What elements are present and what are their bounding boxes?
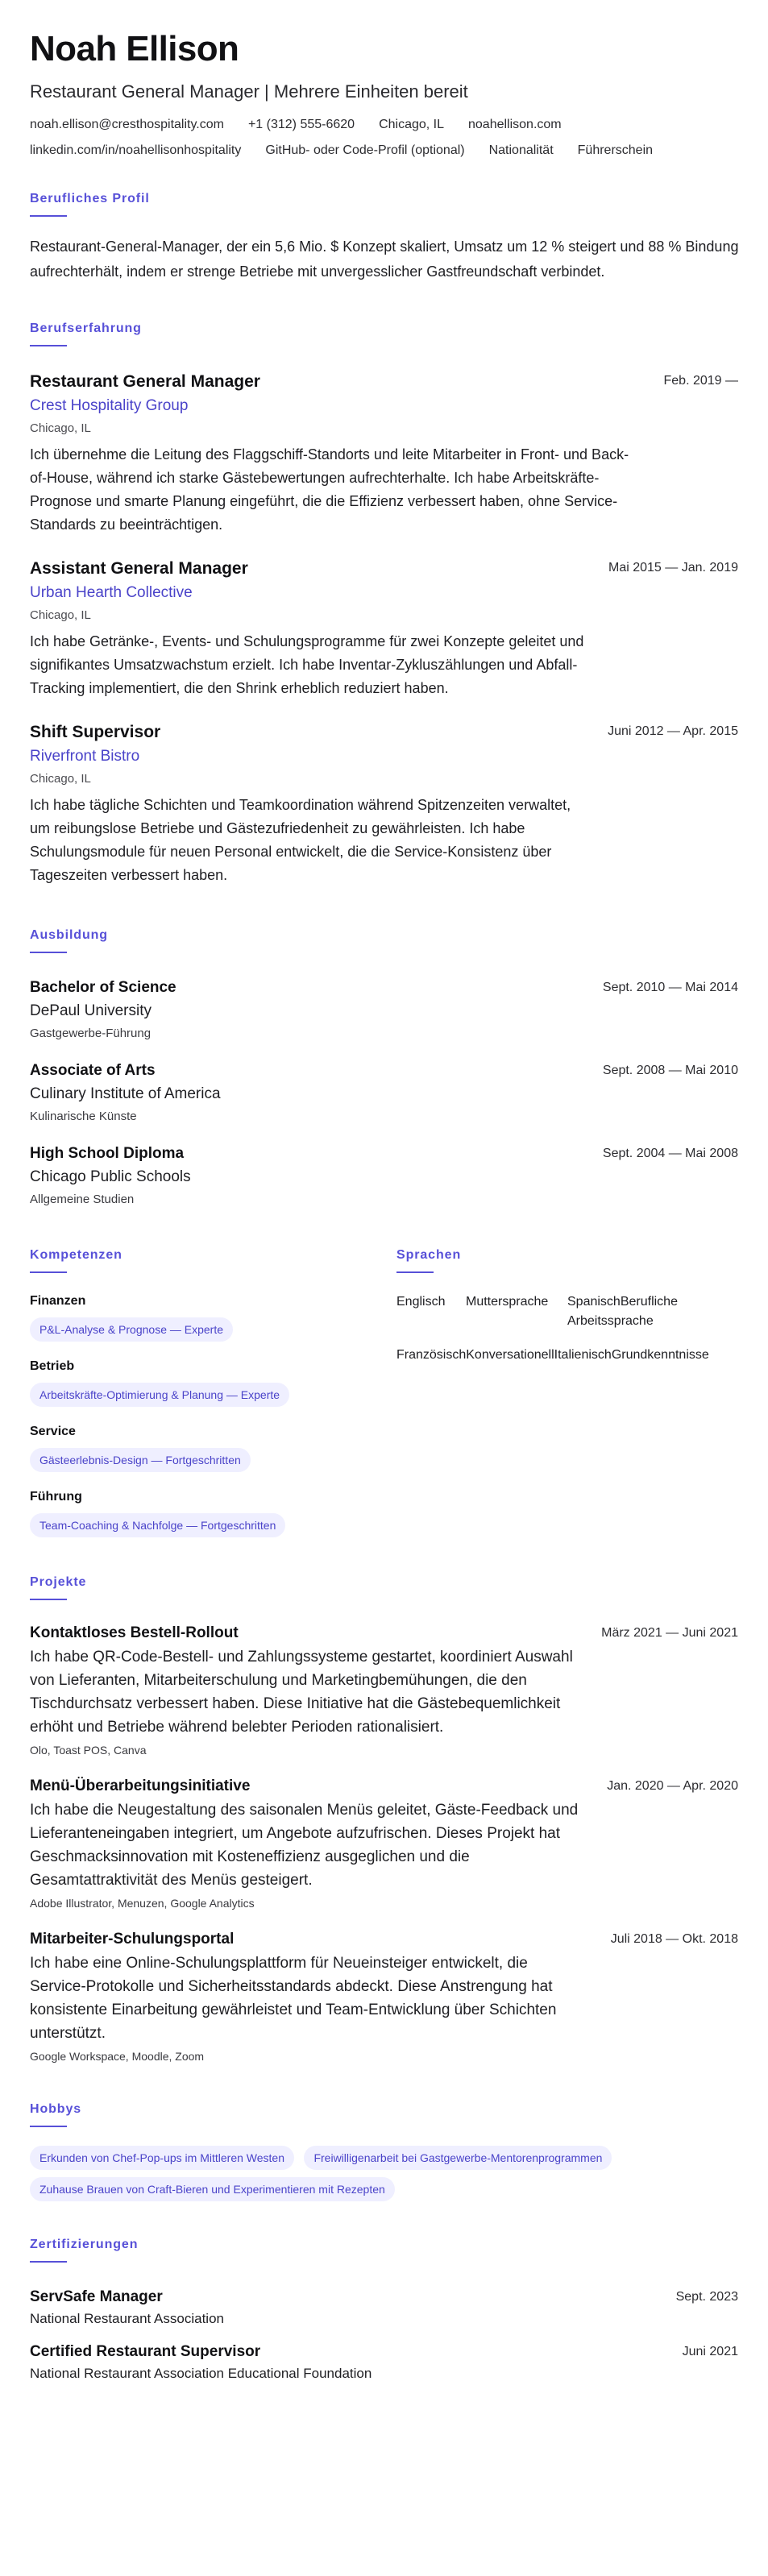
experience-item: [30, 721, 738, 887]
degree: High School Diploma: [30, 1145, 185, 1162]
skill-group: [30, 1358, 396, 1407]
section-title: Berufserfahrung: [30, 321, 142, 335]
skill-pill: Gästeerlebnis-Design — Fortgeschritten: [30, 1448, 251, 1472]
job-company: Urban Hearth Collective: [30, 584, 193, 601]
project-tech: Olo, Toast POS, Canva: [30, 1744, 147, 1757]
project-dates: März 2021 — Juni 2021: [601, 1626, 738, 1640]
job-company: Crest Hospitality Group: [30, 397, 189, 414]
job-description: Ich übernehme die Leitung des Flaggschiff-Standorts und leite Mitarbeiter in Front- und Back-of-House, während ich starke Gästebewertungen aufrechterhalte. Ich habe Arbeitskräfte-Prognose und smarte Planung eingeführt, die die Effizienz verbessert haben, ohne Service-Standards zu beeinträchtigen.: [30, 446, 629, 533]
job-company: Riverfront Bistro: [30, 748, 140, 765]
degree: Associate of Arts: [30, 1062, 156, 1079]
nationality: Nationalität: [488, 143, 554, 157]
project-description: Ich habe eine Online-Schulungsplattform für Neueinsteiger entwickelt, die Service-Protokolle und Sicherheitsstandards abdeckt. Diese Anstrengung hat konsistente Einarbeitung gewährleistet und Team-Entwicklung über Schichten unterstützt.: [30, 1955, 557, 2042]
section-title: Projekte: [30, 1575, 87, 1589]
email-link[interactable]: noah.ellison@cresthospitality.com: [30, 118, 224, 131]
certification-item: [30, 2342, 738, 2383]
section-divider: [30, 1599, 67, 1600]
school: Chicago Public Schools: [30, 1168, 191, 1185]
school: DePaul University: [30, 1002, 152, 1019]
experience-item: [30, 558, 738, 700]
job-location: Chicago, IL: [30, 421, 91, 435]
section-divider: [30, 952, 67, 953]
language-name: Spanisch: [567, 1295, 621, 1309]
project-item: [30, 1776, 738, 1911]
hobby-pill: Freiwilligenarbeit bei Gastgewerbe-Mentorenprogrammen: [304, 2146, 612, 2170]
education-item: [30, 1143, 738, 1209]
language-level: Grundkenntnisse: [611, 1348, 709, 1362]
section-title: Kompetenzen: [30, 1248, 122, 1262]
skills-section: [30, 1247, 396, 1537]
skill-pill: Arbeitskräfte-Optimierung & Planung — Experte: [30, 1383, 289, 1407]
skill-group: [30, 1292, 396, 1342]
languages-list: [396, 1292, 737, 1365]
phone-link[interactable]: +1 (312) 555-6620: [247, 118, 355, 131]
contact-info: [30, 116, 738, 160]
candidate-name: Noah Ellison: [30, 29, 239, 68]
skill-group-label: Service: [30, 1425, 76, 1438]
hobby-pill: Erkunden von Chef-Pop-ups im Mittleren Westen: [30, 2146, 294, 2170]
section-divider: [396, 1271, 434, 1273]
contact-row: [30, 142, 738, 160]
language-entry: [567, 1292, 737, 1331]
job-title: Restaurant General Manager: [30, 372, 260, 391]
section-title: Sprachen: [396, 1248, 462, 1262]
linkedin-link[interactable]: linkedin.com/in/noahellisonhospitality: [30, 143, 242, 157]
education-dates: Sept. 2008 — Mai 2010: [602, 1064, 738, 1077]
contact-row: [30, 116, 738, 134]
website-link[interactable]: noahellison.com: [468, 118, 562, 131]
project-title: Kontaktloses Bestell-Rollout: [30, 1624, 239, 1641]
certifications-section: [30, 2237, 738, 2383]
resume-header: [30, 29, 738, 160]
section-title: Berufliches Profil: [30, 192, 150, 205]
job-dates: Juni 2012 — Apr. 2015: [608, 724, 738, 738]
project-description: Ich habe QR-Code-Bestell- und Zahlungssysteme gestartet, koordiniert Auswahl von Lieferanten, Mitarbeiterschulung und Marketingbemühungen, die den Tischdurchsatz verbessert haben. Diese Initiative hat die Gästebequemlichkeit erhöht und Betriebe während belebter Perioden rationalisiert.: [30, 1649, 573, 1736]
section-divider: [30, 2261, 67, 2263]
section-divider: [30, 1271, 67, 1273]
field-of-study: Kulinarische Künste: [30, 1110, 137, 1123]
language-level: Konversationell: [466, 1348, 554, 1362]
job-dates: Feb. 2019 —: [663, 374, 738, 388]
headline: Restaurant General Manager | Mehrere Einheiten bereit: [30, 81, 468, 102]
job-description: Ich habe tägliche Schichten und Teamkoordination während Spitzenzeiten verwaltet, um reibungslose Betriebe und Gästezufriedenheit zu gewährleisten. Ich habe Schulungsmodule für neuen Personal entwickelt, die die Service-Konsistenz über Tageszeiten verbessert haben.: [30, 797, 571, 883]
project-dates: Juli 2018 — Okt. 2018: [610, 1932, 738, 1946]
skill-pill: P&L-Analyse & Prognose — Experte: [30, 1317, 233, 1342]
field-of-study: Gastgewerbe-Führung: [30, 1027, 152, 1040]
job-location: Chicago, IL: [30, 772, 91, 786]
certification-date: Juni 2021: [682, 2345, 738, 2358]
education-item: [30, 977, 738, 1043]
job-location: Chicago, IL: [30, 608, 91, 622]
language-level: Berufliche Arbeitssprache: [567, 1295, 678, 1328]
section-divider: [30, 345, 67, 346]
section-title: Hobbys: [30, 2102, 82, 2116]
language-level: Muttersprache: [466, 1295, 549, 1309]
education-dates: Sept. 2004 — Mai 2008: [602, 1147, 738, 1160]
job-title: Assistant General Manager: [30, 559, 248, 578]
skill-group-label: Finanzen: [30, 1294, 86, 1308]
experience-section: [30, 321, 738, 887]
job-dates: Mai 2015 — Jan. 2019: [608, 561, 738, 575]
education-dates: Sept. 2010 — Mai 2014: [602, 981, 738, 994]
language-entry: [396, 1346, 737, 1365]
profile-section: [30, 191, 738, 284]
skills-languages-row: [30, 1247, 738, 1537]
skill-group-label: Führung: [30, 1490, 82, 1504]
skill-group: [30, 1423, 396, 1472]
section-title: Ausbildung: [30, 928, 108, 942]
profile-summary: Restaurant-General-Manager, der ein 5,6 Mio. $ Konzept skaliert, Umsatz um 12 % steigert und 88 % Bindung aufrechterhält, indem er strenge Betriebe mit unvergesslicher Gastfreundschaft verbindet.: [30, 239, 739, 280]
certification-issuer: National Restaurant Association: [30, 2311, 224, 2326]
hobby-list: [30, 2138, 739, 2201]
language-name: Französisch: [396, 1348, 467, 1362]
skill-group-label: Betrieb: [30, 1359, 75, 1373]
location: Chicago, IL: [379, 118, 444, 131]
project-title: Menü-Überarbeitungsinitiative: [30, 1777, 251, 1794]
job-description: Ich habe Getränke-, Events- und Schulungsprogramme für zwei Konzepte geleitet und signifikantes Umsatzwachstum erzielt. Ich habe Inventar-Zykluszählungen und Abfall-Tracking implementiert, die den Shrink erheblich reduziert haben.: [30, 633, 584, 696]
certification-date: Sept. 2023: [675, 2290, 738, 2304]
certification-name: ServSafe Manager: [30, 2288, 163, 2305]
languages-section: [396, 1247, 737, 1537]
field-of-study: Allgemeine Studien: [30, 1193, 135, 1206]
job-title: Shift Supervisor: [30, 723, 161, 741]
drivers-license: Führerschein: [577, 143, 654, 157]
section-divider: [30, 2126, 67, 2127]
skill-pill: Team-Coaching & Nachfolge — Fortgeschritten: [30, 1513, 285, 1537]
hobby-pill: Zuhause Brauen von Craft-Bieren und Experimentieren mit Rezepten: [30, 2177, 395, 2201]
project-tech: Google Workspace, Moodle, Zoom: [30, 2050, 205, 2063]
school: Culinary Institute of America: [30, 1085, 221, 1102]
project-item: [30, 1623, 738, 1758]
projects-section: [30, 1574, 738, 2064]
project-dates: Jan. 2020 — Apr. 2020: [607, 1779, 738, 1793]
education-item: [30, 1060, 738, 1126]
section-divider: [30, 215, 67, 217]
language-name: Englisch: [396, 1295, 446, 1309]
project-item: [30, 1929, 738, 2064]
project-title: Mitarbeiter-Schulungsportal: [30, 1931, 235, 1948]
experience-item: [30, 371, 738, 537]
degree: Bachelor of Science: [30, 979, 176, 996]
language-name: Italienisch: [554, 1348, 612, 1362]
hobbies-section: [30, 2101, 738, 2201]
education-section: [30, 927, 738, 1209]
certification-name: Certified Restaurant Supervisor: [30, 2343, 261, 2360]
project-description: Ich habe die Neugestaltung des saisonalen Menüs geleitet, Gäste-Feedback und Lieferanteneingaben integriert, um Angebote aufzufrischen. Dieses Projekt hat Geschmacksinnovation mit Kosteneffizienz ausgeglichen und die Gesamtattraktivität des Menüs gesteigert.: [30, 1802, 579, 1889]
section-title: Zertifizierungen: [30, 2238, 139, 2251]
certification-issuer: National Restaurant Association Educational Foundation: [30, 2366, 372, 2381]
project-tech: Adobe Illustrator, Menuzen, Google Analytics: [30, 1897, 255, 1910]
code-profile-link[interactable]: GitHub- oder Code-Profil (optional): [265, 143, 465, 157]
skill-group: [30, 1488, 396, 1537]
certification-item: [30, 2287, 738, 2329]
